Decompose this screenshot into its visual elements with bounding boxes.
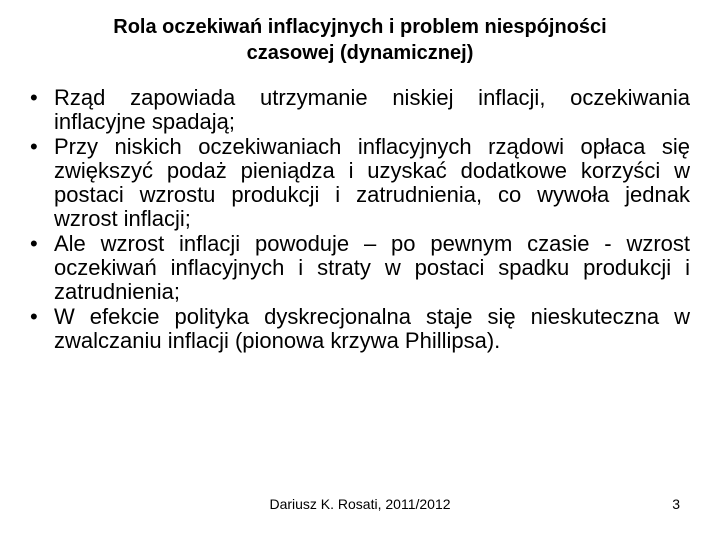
bullet-marker: • bbox=[30, 230, 38, 256]
bullet-text: Ale wzrost inflacji powoduje – po pewnym czasie - wzrost oczekiwań inflacyjnych i straty w postaci spadku produkcji i zatrudnienia; bbox=[54, 230, 690, 305]
bullet-text: Rząd zapowiada utrzymanie niskiej inflacji, oczekiwania inflacyjne spadają; bbox=[54, 85, 690, 135]
page-number: 3 bbox=[672, 496, 680, 512]
bullet-text: W efekcie polityka dyskrecjonalna staje się nieskuteczna w zwalczaniu inflacji (pionowa krzywa Phillipsa). bbox=[54, 303, 690, 353]
bullet-list bbox=[30, 86, 690, 353]
slide-title-line-2: czasowej (dynamicznej) bbox=[246, 42, 474, 64]
bullet-marker: • bbox=[30, 303, 38, 329]
bullet-text: Przy niskich oczekiwaniach inflacyjnych rządowi opłaca się zwiększyć podaż pieniądza i uzyskać dodatkowe korzyści w postaci wzrostu produkcji i zatrudnienia, co wywoła jednak wzrost inflacji; bbox=[54, 133, 690, 232]
bullet-item bbox=[30, 135, 690, 232]
bullet-item bbox=[30, 86, 690, 135]
footer-author: Dariusz K. Rosati, 2011/2012 bbox=[269, 496, 451, 512]
bullet-item bbox=[30, 232, 690, 305]
slide-title-line-1: Rola oczekiwań inflacyjnych i problem niespójności bbox=[113, 16, 607, 38]
bullet-marker: • bbox=[30, 133, 38, 159]
slide-title bbox=[40, 14, 680, 66]
bullet-marker: • bbox=[30, 85, 38, 110]
bullet-item bbox=[30, 305, 690, 354]
